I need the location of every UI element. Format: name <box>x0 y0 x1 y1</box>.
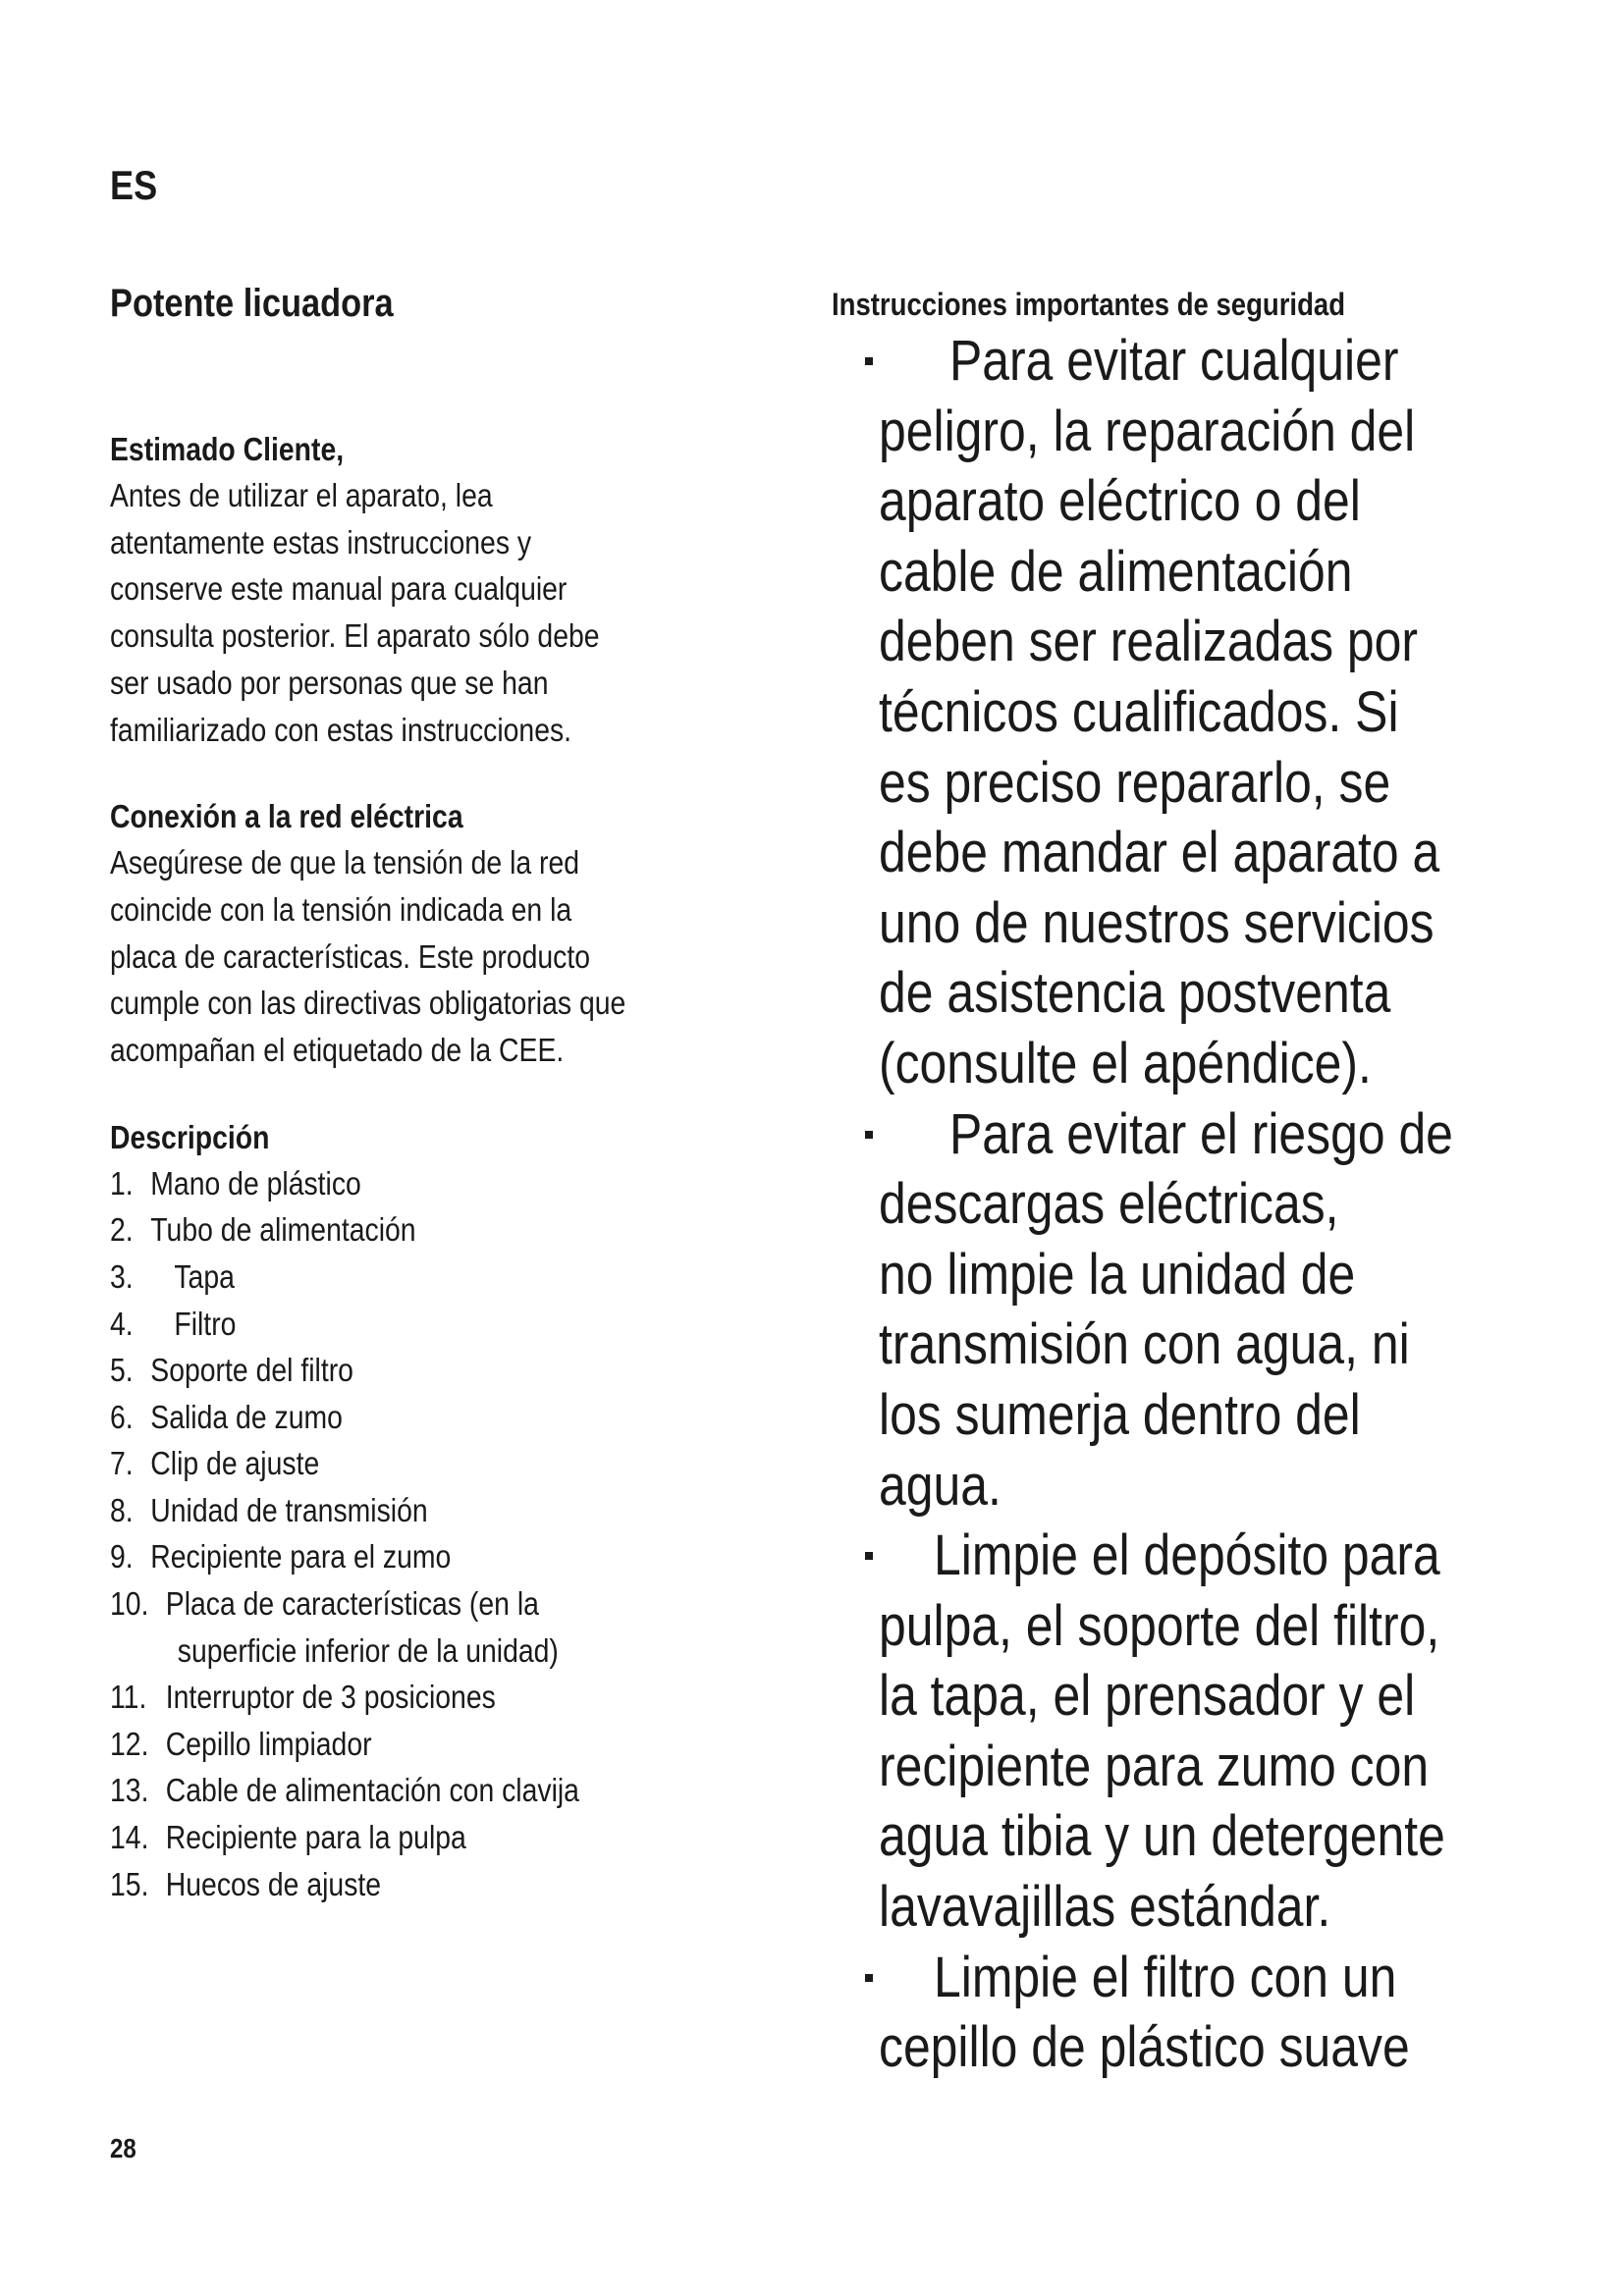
text-line: coincide con la tensión indicada en la <box>110 890 572 928</box>
safety-item <box>832 1099 1519 1522</box>
list-item: 9. Recipiente para el zumo <box>110 1538 452 1575</box>
text-line: Asegúrese de que la tensión de la red <box>110 844 580 881</box>
page-title: Potente licuadora <box>110 282 394 325</box>
list-item: 5. Soporte del filtro <box>110 1352 353 1389</box>
text-line: Para evitar el riesgo de <box>949 1101 1453 1166</box>
text-line: debe mandar el aparato a <box>879 821 1440 885</box>
text-line: agua tibia y un detergente <box>879 1804 1445 1869</box>
bullet-icon <box>865 357 873 365</box>
language-code: ES <box>110 162 158 208</box>
text-line: no limpie la unidad de <box>879 1242 1356 1307</box>
text-line: Antes de utilizar el aparato, lea <box>110 477 493 513</box>
text-line: cable de alimentación <box>879 539 1353 604</box>
text-line: agua. <box>879 1453 1001 1518</box>
list-item: 13. Cable de alimentación con clavija <box>110 1772 579 1809</box>
list-item: 1. Mano de plástico <box>110 1164 361 1201</box>
list-item: 11. Interruptor de 3 posiciones <box>110 1679 496 1716</box>
safety-heading: Instrucciones importantes de seguridad <box>832 287 1346 322</box>
list-item: 7. Clip de ajuste <box>110 1445 320 1482</box>
connection-paragraph <box>110 839 817 1074</box>
text-line: acompañan el etiquetado de la CEE. <box>110 1032 565 1069</box>
text-line: recipiente para zumo con <box>879 1734 1430 1798</box>
text-line: familiarizado con estas instrucciones. <box>110 711 572 748</box>
text-line: descargas eléctricas, <box>879 1172 1339 1237</box>
text-line: atentamente estas instrucciones y <box>110 523 532 561</box>
left-column <box>110 279 817 1907</box>
text-line: conserve este manual para cualquier <box>110 570 568 608</box>
description-heading: Descripción <box>110 1118 270 1155</box>
bullet-icon <box>865 1974 873 1982</box>
bullet-icon <box>865 1131 873 1139</box>
connection-section <box>110 794 817 1074</box>
list-item: 10. Placa de características (en la <box>110 1585 539 1623</box>
list-item: 8. Unidad de transmisión <box>110 1491 428 1528</box>
safety-item <box>832 326 1519 1099</box>
right-column <box>832 283 1519 2083</box>
text-line: transmisión con agua, ni <box>879 1312 1410 1377</box>
text-line: Limpie el filtro con un <box>934 1945 1397 2009</box>
description-section <box>110 1115 817 1908</box>
text-line: la tapa, el prensador y el <box>879 1664 1416 1729</box>
text-line: aparato eléctrico o del <box>879 469 1361 534</box>
text-line: cumple con las directivas obligatorias que <box>110 985 626 1022</box>
safety-item <box>832 1521 1519 1943</box>
greeting-heading: Estimado Cliente, <box>110 431 345 467</box>
safety-item <box>832 1943 1519 2083</box>
safety-list <box>832 326 1519 2083</box>
greeting-paragraph <box>110 472 817 753</box>
list-item: 2. Tubo de alimentación <box>110 1211 416 1249</box>
text-line: pulpa, el soporte del filtro, <box>879 1593 1440 1658</box>
bullet-icon <box>865 1552 873 1560</box>
text-line: cepillo de plástico suave <box>879 2015 1410 2080</box>
text-line: peligro, la reparación del <box>879 399 1416 463</box>
text-line: Limpie el depósito para <box>934 1523 1440 1588</box>
text-line: técnicos cualificados. Si <box>879 679 1399 744</box>
list-item: 12. Cepillo limpiador <box>110 1725 372 1762</box>
list-item: 6. Salida de zumo <box>110 1398 343 1435</box>
page-number: 28 <box>110 2133 136 2163</box>
text-line: uno de nuestros servicios <box>879 890 1435 955</box>
text-line: ser usado por personas que se han <box>110 664 549 701</box>
list-item: superficie inferior de la unidad) <box>177 1631 559 1669</box>
text-line: (consulte el apéndice). <box>879 1031 1372 1095</box>
list-item: 3. Tapa <box>110 1257 235 1295</box>
text-line: consulta posterior. El aparato sólo debe <box>110 617 600 655</box>
text-line: es preciso repararlo, se <box>879 750 1391 815</box>
list-item: 15. Huecos de ajuste <box>110 1865 382 1902</box>
text-line: lavavajillas estándar. <box>879 1875 1331 1940</box>
text-line: de asistencia postventa <box>879 961 1391 1026</box>
text-line: placa de características. Este producto <box>110 937 591 975</box>
parts-list <box>110 1160 817 1908</box>
list-item: 14. Recipiente para la pulpa <box>110 1819 466 1856</box>
greeting-section <box>110 427 817 753</box>
text-line: los sumerja dentro del <box>879 1382 1361 1447</box>
text-line: Para evitar cualquier <box>949 329 1399 393</box>
text-line: deben ser realizadas por <box>879 610 1419 674</box>
list-item: 4. Filtro <box>110 1305 237 1342</box>
connection-heading: Conexión a la red eléctrica <box>110 798 463 835</box>
